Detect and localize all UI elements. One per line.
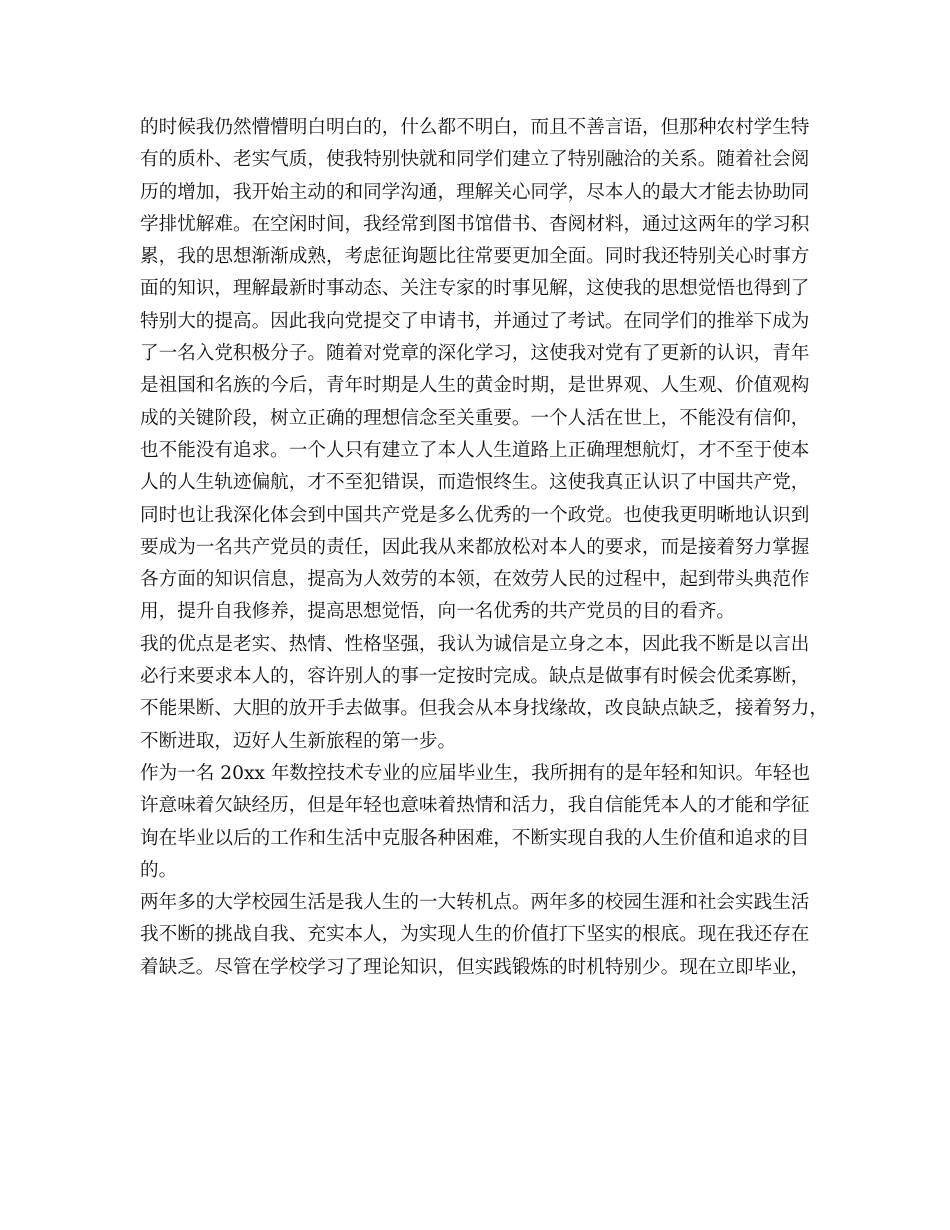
text-line: 的。: [140, 859, 178, 881]
text-line: 用，提升自我修养，提高思想觉悟，向一名优秀的共产党员的目的看齐。: [140, 601, 736, 623]
text-line: 各方面的知识信息，提高为人效劳的本领，在效劳人民的过程中，起到带头典范作: [140, 569, 810, 591]
text-line: 同时也让我深化体会到中国共产党是多么优秀的一个政党。也使我更明晰地认识到: [140, 504, 810, 526]
text-line: 着缺乏。尽管在学校学习了理论知识，但实践锻炼的时机特别少。现在立即毕业，: [140, 956, 810, 978]
text-line: 成的关键阶段，树立正确的理想信念至关重要。一个人活在世上，不能没有信仰，: [140, 407, 810, 429]
text-line: 人的人生轨迹偏航，才不至犯错误，而造恨终生。这使我真正认识了中国共产党，: [140, 472, 810, 494]
text-line: 是祖国和名族的今后，青年时期是人生的黄金时期，是世界观、人生观、价值观构: [140, 375, 810, 397]
text-line: 不能果断、大胆的放开手去做事。但我会从本身找缘故，改良缺点缺乏，接着努力，: [140, 698, 828, 720]
text-line: 我的优点是老实、热情、性格坚强，我认为诚信是立身之本，因此我不断是以言出: [140, 633, 810, 655]
text-line: 的时候我仍然懵懵明白明白的，什么都不明白，而且不善言语，但那种农村学生特: [140, 117, 810, 138]
body-text: [140, 112, 828, 984]
text-line: 必行来要求本人的，容许别人的事一定按时完成。缺点是做事有时候会优柔寡断，: [140, 666, 810, 688]
text-line: 两年多的大学校园生活是我人生的一大转机点。两年多的校园生涯和社会实践生活: [140, 892, 810, 914]
text-line: 作为一名 20xx 年数控技术专业的应届毕业生，我所拥有的是年轻和知识。年轻也: [140, 762, 811, 784]
text-line: 许意味着欠缺经历，但是年轻也意味着热情和活力，我自信能凭本人的才能和学征: [140, 795, 810, 817]
text-line: 不断进取，迈好人生新旅程的第一步。: [140, 730, 457, 752]
text-line: 特别大的提高。因此我向党提交了申请书，并通过了考试。在同学们的推举下成为: [140, 310, 810, 332]
text-line: 了一名入党积极分子。随着对党章的深化学习，这使我对党有了更新的认识，青年: [140, 343, 810, 365]
text-line: 我不断的挑战自我、充实本人，为实现人生的价值打下坚实的根底。现在我还存在: [140, 924, 810, 946]
text-line: 累，我的思想渐渐成熟，考虑征询题比往常要更加全面。同时我还特别关心时事方: [140, 246, 810, 268]
text-line: 学排忧解难。在空闲时间，我经常到图书馆借书、杳阅材料，通过这两年的学习积: [140, 213, 810, 235]
text-line: 询在毕业以后的工作和生活中克服各种困难，不断实现自我的人生价值和追求的目: [140, 827, 810, 849]
text-line: 要成为一名共产党员的责任，因此我从来都放松对本人的要求，而是接着努力掌握: [140, 536, 810, 558]
text-line: 面的知识，理解最新时事动态、关注专家的时事见解，这使我的思想觉悟也得到了: [140, 278, 810, 300]
text-line: 历的增加，我开始主动的和同学沟通，理解关心同学，尽本人的最大才能去协助同: [140, 181, 810, 203]
text-line: 也不能没有追求。一个人只有建立了本人人生道路上正确理想航灯，才不至于使本: [140, 439, 810, 461]
text-line: 有的质朴、老实气质，使我特别快就和同学们建立了特别融洽的关系。随着社会阅: [140, 149, 810, 171]
